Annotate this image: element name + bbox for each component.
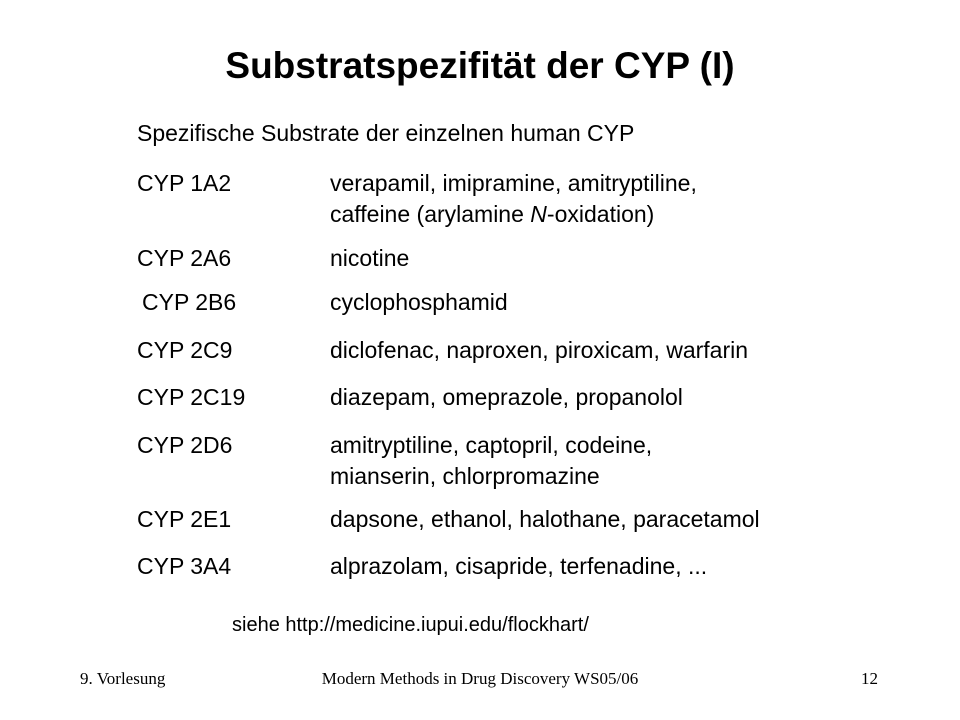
substrate-line: diclofenac, naproxen, piroxicam, warfarin — [330, 337, 749, 363]
footer-lecture: 9. Vorlesung — [80, 669, 166, 688]
substrate-line: cyclophosphamid — [330, 289, 508, 315]
enzyme-label: CYP 1A2 — [137, 170, 232, 196]
substrate-list — [330, 168, 697, 230]
enzyme-label: CYP 2E1 — [137, 506, 232, 532]
footer-page-number: 12 — [861, 669, 878, 688]
substrate-line: diazepam, omeprazole, propanolol — [330, 384, 683, 410]
substrate-text-italic: N — [530, 201, 547, 227]
slide-subtitle: Spezifische Substrate der einzelnen human CYP — [137, 120, 635, 146]
substrate-text: caffeine (arylamine — [330, 201, 531, 227]
substrate-list — [330, 430, 652, 492]
substrate-line: verapamil, imipramine, amitryptiline, — [330, 170, 697, 196]
enzyme-label: CYP 2A6 — [137, 245, 232, 271]
enzyme-label: CYP 2C19 — [137, 384, 246, 410]
substrate-line — [330, 199, 697, 230]
substrate-line: nicotine — [330, 245, 410, 271]
enzyme-label: CYP 3A4 — [137, 553, 232, 579]
enzyme-label: CYP 2C9 — [137, 337, 233, 363]
enzyme-label: CYP 2D6 — [137, 432, 233, 458]
substrate-line: mianserin, chlorpromazine — [330, 463, 600, 489]
substrate-text: -oxidation) — [546, 201, 655, 227]
slide-title: Substratspezifität der CYP (I) — [225, 45, 735, 86]
substrate-line: alprazolam, cisapride, terfenadine, ... — [330, 553, 708, 579]
footer-course: Modern Methods in Drug Discovery WS05/06 — [321, 669, 639, 688]
reference-link-text: siehe http://medicine.iupui.edu/flockhart/ — [232, 614, 589, 636]
substrate-line: dapsone, ethanol, halothane, paracetamol — [330, 506, 760, 532]
substrate-line: amitryptiline, captopril, codeine, — [330, 432, 653, 458]
enzyme-label: CYP 2B6 — [142, 289, 237, 315]
